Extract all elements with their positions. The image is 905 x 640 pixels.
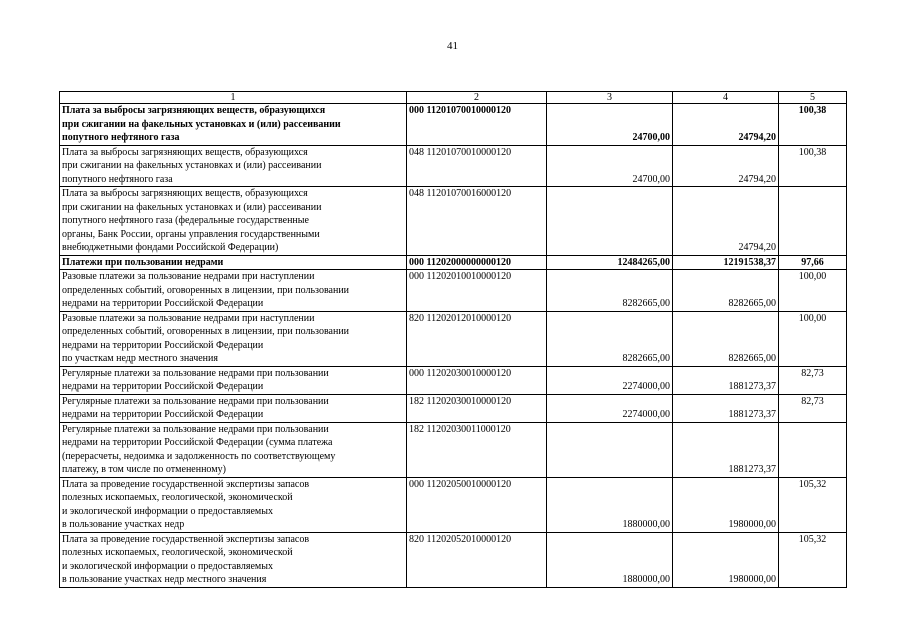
row-name-cell: Плата за выбросы загрязняющих веществ, образующихся при сжигании на факельных установках и (или) рассеивании попутного нефтяного газа (федеральные государственные органы, Банк России, органы управления государственными внебюджетными фондами Российской Федерации) — [60, 187, 407, 256]
table-row — [60, 532, 847, 587]
row-percent-cell: 105,32 — [779, 477, 847, 532]
row-percent-cell: 100,00 — [779, 311, 847, 366]
table-row — [60, 255, 847, 270]
row-percent-cell: 82,73 — [779, 366, 847, 394]
row-name-cell: Регулярные платежи за пользование недрами при пользовании недрами на территории Российской Федерации — [60, 394, 407, 422]
row-name-cell: Регулярные платежи за пользование недрами при пользовании недрами на территории Российской Федерации (сумма платежа (перерасчеты, недоимка и задолженность по соответствующему платежу, в том числе по отмененному) — [60, 422, 407, 477]
column-header: 4 — [673, 92, 779, 104]
row-fact-cell: 1980000,00 — [673, 477, 779, 532]
row-plan-cell: 2274000,00 — [547, 366, 673, 394]
row-fact-cell: 1881273,37 — [673, 366, 779, 394]
table-row — [60, 187, 847, 256]
row-code-cell: 000 11202030010000120 — [407, 366, 547, 394]
row-code-cell: 820 11202052010000120 — [407, 532, 547, 587]
column-header: 1 — [60, 92, 407, 104]
row-fact-cell: 12191538,37 — [673, 255, 779, 270]
row-code-cell: 000 11202000000000120 — [407, 255, 547, 270]
table-row — [60, 270, 847, 312]
row-fact-cell: 1881273,37 — [673, 394, 779, 422]
column-number-row — [60, 92, 847, 104]
row-plan-cell: 8282665,00 — [547, 311, 673, 366]
table-row — [60, 477, 847, 532]
row-plan-cell: 1880000,00 — [547, 532, 673, 587]
row-code-cell: 182 11202030011000120 — [407, 422, 547, 477]
row-name-cell: Разовые платежи за пользование недрами при наступлении определенных событий, оговоренных в лицензии, при пользовании недрами на территории Российской Федерации по участкам недр местного значения — [60, 311, 407, 366]
column-header: 3 — [547, 92, 673, 104]
table-row — [60, 394, 847, 422]
row-name-cell: Плата за проведение государственной экспертизы запасов полезных ископаемых, геологической, экономической и экологической информации о предоставляемых в пользование участках недр — [60, 477, 407, 532]
row-percent-cell: 105,32 — [779, 532, 847, 587]
row-fact-cell: 8282665,00 — [673, 311, 779, 366]
page-number: 41 — [447, 40, 458, 52]
row-percent-cell — [779, 187, 847, 256]
row-percent-cell: 100,38 — [779, 104, 847, 146]
row-plan-cell: 8282665,00 — [547, 270, 673, 312]
row-name-cell: Платежи при пользовании недрами — [60, 255, 407, 270]
row-fact-cell: 24794,20 — [673, 104, 779, 146]
row-code-cell: 182 11202030010000120 — [407, 394, 547, 422]
row-plan-cell: 24700,00 — [547, 104, 673, 146]
table-row — [60, 366, 847, 394]
table-row — [60, 422, 847, 477]
row-plan-cell: 12484265,00 — [547, 255, 673, 270]
row-code-cell: 048 11201070010000120 — [407, 145, 547, 187]
row-code-cell: 048 11201070016000120 — [407, 187, 547, 256]
row-fact-cell: 8282665,00 — [673, 270, 779, 312]
row-fact-cell: 24794,20 — [673, 187, 779, 256]
row-plan-cell — [547, 422, 673, 477]
table-row — [60, 104, 847, 146]
column-header: 2 — [407, 92, 547, 104]
row-code-cell: 000 11202010010000120 — [407, 270, 547, 312]
row-plan-cell: 24700,00 — [547, 145, 673, 187]
row-percent-cell — [779, 422, 847, 477]
row-plan-cell: 2274000,00 — [547, 394, 673, 422]
row-plan-cell: 1880000,00 — [547, 477, 673, 532]
row-percent-cell: 100,38 — [779, 145, 847, 187]
row-percent-cell: 82,73 — [779, 394, 847, 422]
row-plan-cell — [547, 187, 673, 256]
row-name-cell: Плата за проведение государственной экспертизы запасов полезных ископаемых, геологической, экономической и экологической информации о предоставляемых в пользование участках недр местного значения — [60, 532, 407, 587]
revenue-table — [59, 91, 847, 588]
row-name-cell: Регулярные платежи за пользование недрами при пользовании недрами на территории Российской Федерации — [60, 366, 407, 394]
row-fact-cell: 24794,20 — [673, 145, 779, 187]
row-code-cell: 000 11202050010000120 — [407, 477, 547, 532]
row-percent-cell: 100,00 — [779, 270, 847, 312]
row-name-cell: Плата за выбросы загрязняющих веществ, образующихся при сжигании на факельных установках и (или) рассеивании попутного нефтяного газа — [60, 145, 407, 187]
row-name-cell: Плата за выбросы загрязняющих веществ, образующихся при сжигании на факельных установках и (или) рассеивании попутного нефтяного газа — [60, 104, 407, 146]
table-row — [60, 311, 847, 366]
row-code-cell: 820 11202012010000120 — [407, 311, 547, 366]
row-code-cell: 000 11201070010000120 — [407, 104, 547, 146]
table-row — [60, 145, 847, 187]
column-header: 5 — [779, 92, 847, 104]
row-name-cell: Разовые платежи за пользование недрами при наступлении определенных событий, оговоренных в лицензии, при пользовании недрами на территории Российской Федерации — [60, 270, 407, 312]
row-fact-cell: 1881273,37 — [673, 422, 779, 477]
row-percent-cell: 97,66 — [779, 255, 847, 270]
row-fact-cell: 1980000,00 — [673, 532, 779, 587]
